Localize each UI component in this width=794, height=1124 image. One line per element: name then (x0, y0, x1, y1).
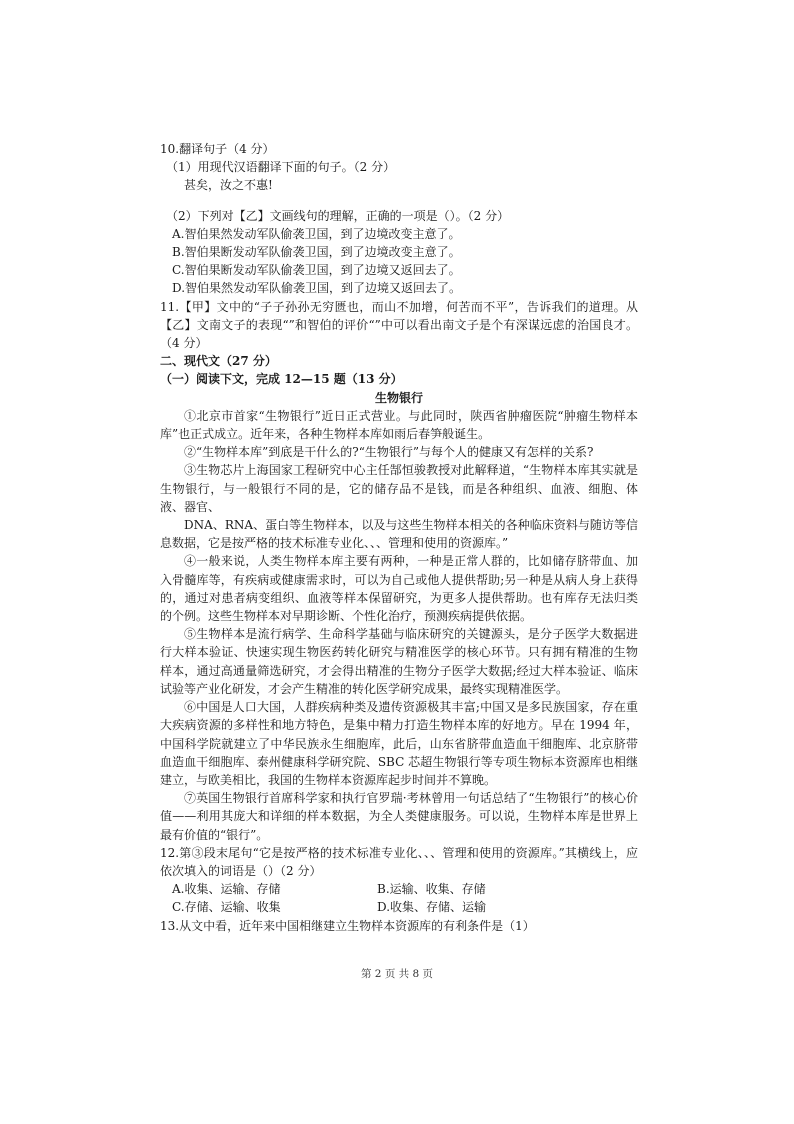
article-paragraph-4: ④一般来说，人类生物样本库主要有两种，一种是正常人群的，比如储存脐带血、加入骨髓库等，有疾病或健康需求时，可以为自己或他人提供帮助;另一种是从病人身上获得的，通过对患者病变组织、血液等样本保留研究，为更多人提供帮助。也有库存无法归类的个例。这些生物样本对早期诊断、个性化治疗，预测疾病提供依据。 (160, 554, 638, 624)
section2-sub-heading: （一）阅读下文，完成 12—15 题（13 分） (160, 372, 403, 387)
article-paragraph-1: ①北京市首家“生物银行”近日正式营业。与此同时，陕西省肿瘤医院“肿瘤生物样本库”也正式成立。近年来，各种生物样本库如雨后春笋般诞生。 (160, 408, 638, 442)
q12-options-row-1 (160, 880, 638, 898)
q10-option-c: C.智伯果断发动军队偷袭卫国，到了边境又返回去了。 (172, 263, 461, 278)
article-paragraph-2: ②“生物样本库”到底是干什么的?“生物银行”与每个人的健康又有怎样的关系? (184, 445, 594, 460)
article-paragraph-7: ⑦英国生物银行首席科学家和执行官罗瑞·考林曾用一句话总结了“生物银行”的核心价值——利用其庞大和详细的样本数据，为全人类健康服务。可以说，生物样本库是世界上最有价值的“银行”。 (160, 791, 638, 842)
article-title: 生物银行 (374, 390, 423, 405)
q12-option-d: D.收集、存储、运输 (377, 900, 487, 915)
q12-option-b: B.运输、收集、存储 (377, 882, 486, 897)
q10-option-d: D.智伯果然发动军队偷袭卫国，到了边境又返回去了。 (172, 281, 462, 296)
article-paragraph-3-cont: DNA、RNA、蛋白等生物样本，以及与这些生物样本相关的各种临床资料与随访等信息数据，它是按严格的技术标准专业化、、、管理和使用的资源库。” (160, 518, 638, 551)
page-content (160, 140, 638, 935)
q11-text: 11.【甲】文中的“子子孙孙无穷匮也，而山不加增，何苦而不平”，告诉我们的道理。从【乙】文南文子的表现“”和智伯的评价“”中可以看出南文子是个有深谋远虑的治国良才。（4 分） (160, 299, 638, 351)
article-paragraph-3: ③生物芯片上海国家工程研究中心主任郜恒骏教授对此解释道，“生物样本库其实就是生物银行，与一般银行不同的是，它的储存品不是钱，而是各种组织、血液、细胞、体液、器官、 (160, 463, 638, 514)
q10-sub2: （2）下列对【乙】文画线句的理解，正确的一项是（）。（2 分） (166, 208, 510, 223)
spacer (160, 195, 638, 207)
q10-option-b: B.智伯果断发动军队偷袭卫国，到了边境改变主意了。 (172, 245, 461, 260)
page-footer: 第 2 页 共 8 页 (360, 968, 434, 980)
q10-title: 10.翻译句子（4 分） (160, 142, 275, 156)
q13-text: 13.从文中看，近年来中国相继建立生物样本资源库的有利条件是（1） (160, 918, 535, 933)
q12-text: 12.第③段末尾句“它是按严格的技术标准专业化、、、管理和使用的资源库。”其横线上，应依次填入的词语是（）（2 分） (160, 845, 638, 878)
q12-option-a: A.收集、运输、存储 (172, 882, 281, 897)
q10-sub1-sentence: 甚矣，汝之不惠! (184, 178, 273, 193)
article-paragraph-6: ⑥中国是人口大国，人群疾病种类及遗传资源极其丰富;中国又是多民族国家，存在重大疾病资源的多样性和地方特色，是集中精力打造生物样本库的好地方。早在 1994 年，中国科学院就建立了中华民族永生细胞库，此后，山东省脐带血造血干细胞库、北京脐带血造血干细胞库、泰州健康科学研究院、SBC 芯超生物银行等专项生物标本资源库也相继建立，与欧美相比，我国的生物样本资源库起步时间并不算晚。 (160, 700, 638, 787)
section2-heading: 二、现代文（27 分） (160, 354, 277, 369)
q10-sub1: （1）用现代汉语翻译下面的句子。（2 分） (166, 160, 396, 175)
q10-option-a: A.智伯果然发动军队偷袭卫国，到了边境改变主意了。 (172, 226, 461, 241)
q12-option-c: C.存储、运输、收集 (172, 900, 281, 915)
article-paragraph-5: ⑤生物样本是流行病学、生命科学基础与临床研究的关键源头，是分子医学大数据进行大样本验证、快速实现生物医药转化研究与精准医学的核心环节。只有拥有精准的生物样本，通过高通量筛选研究，才会得出精准的生物分子医学大数据;经过大样本验证、临床试验等产业化研发，才会产生精准的转化医学研究成果，最终实现精准医学。 (160, 627, 638, 696)
q12-options-row-2 (160, 898, 638, 916)
